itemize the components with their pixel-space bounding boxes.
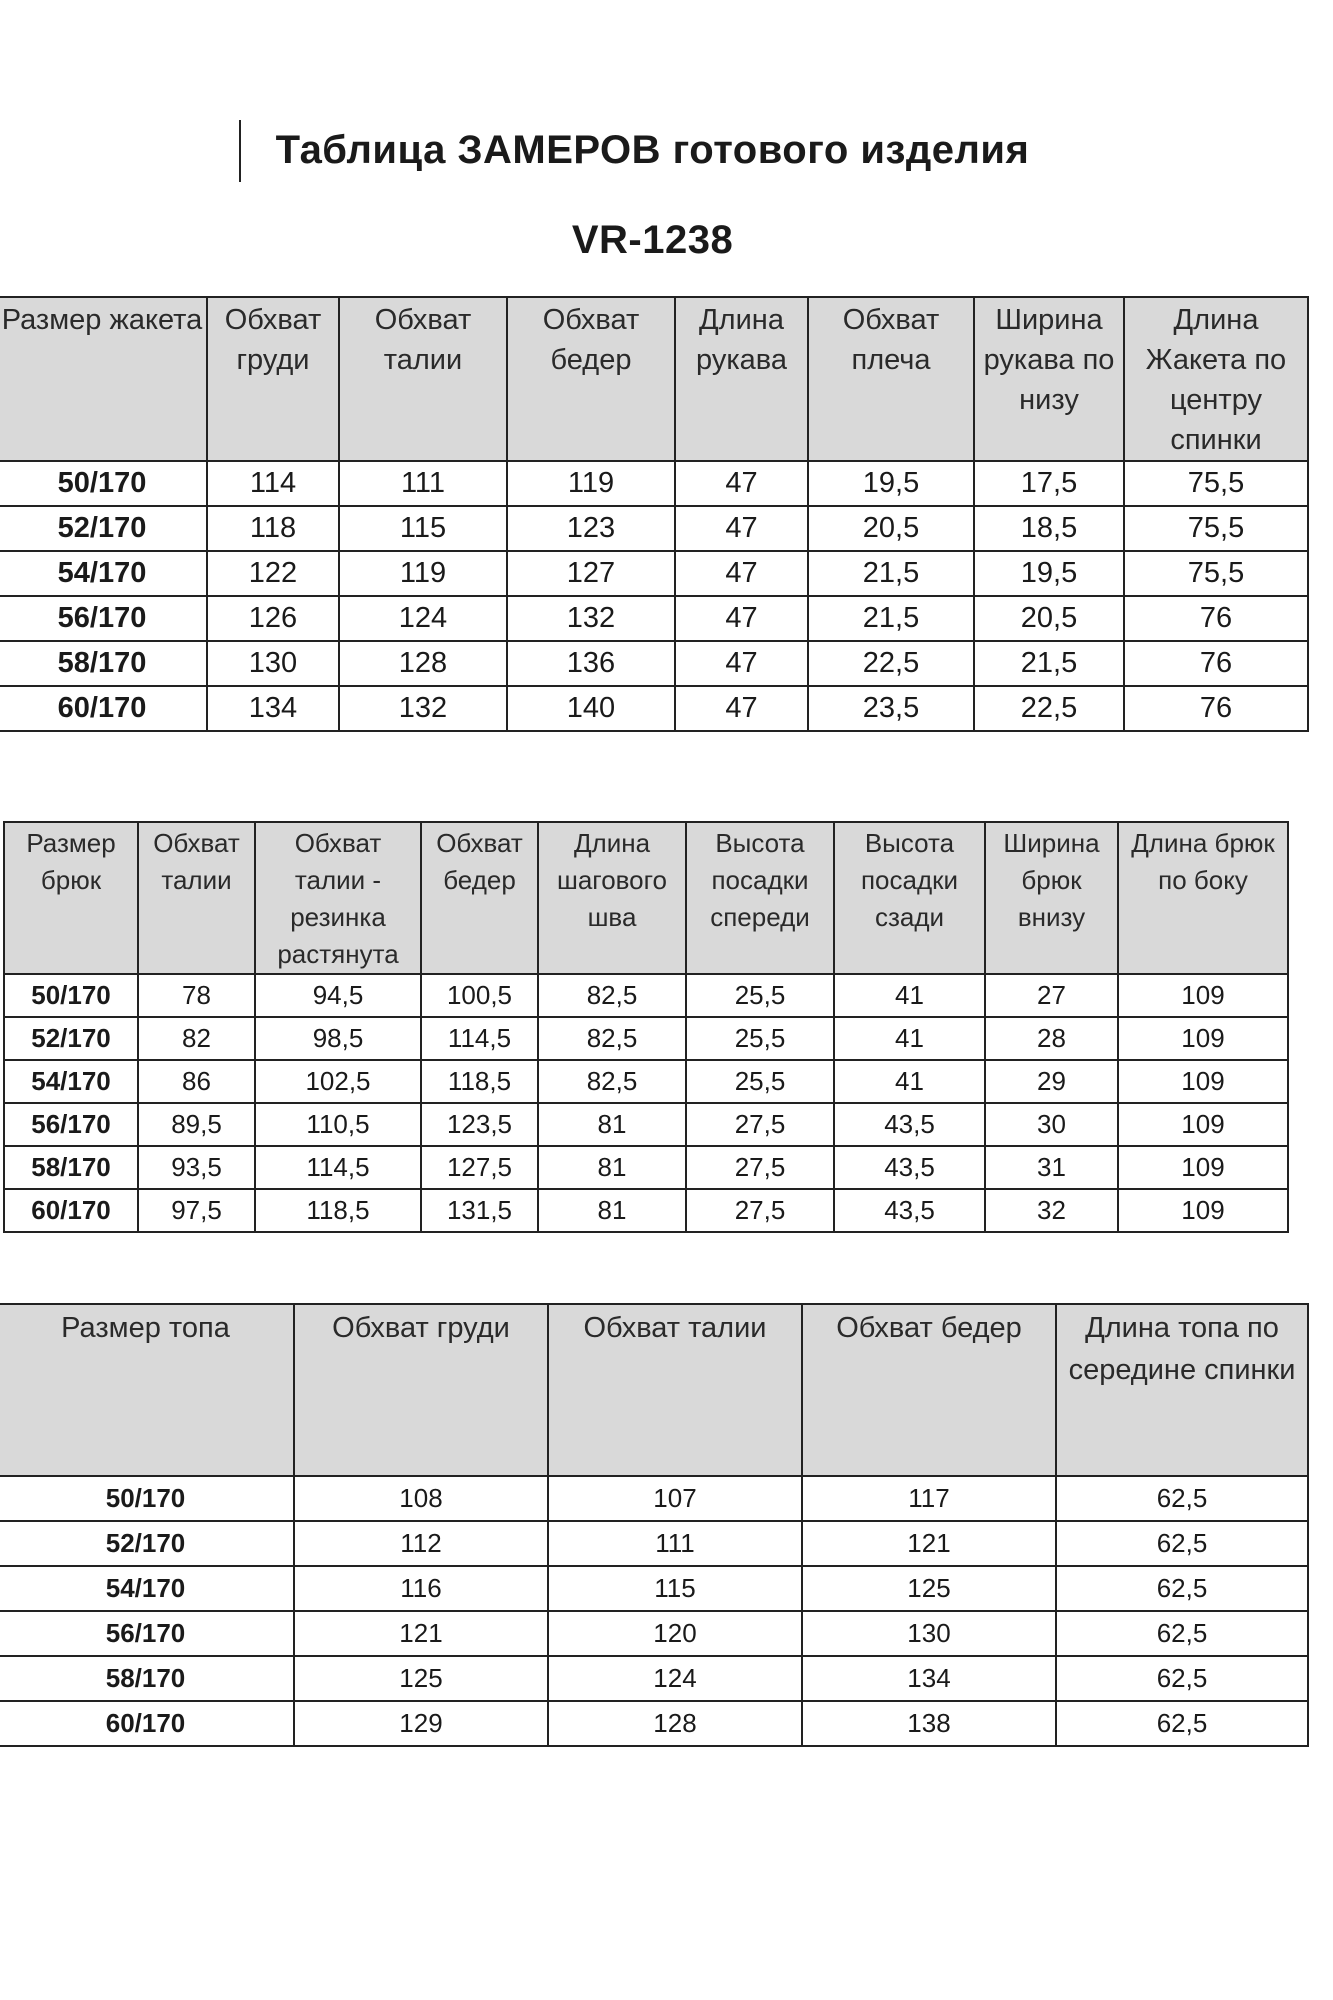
top-table-body (0, 1476, 1308, 1746)
trousers-value-cell: 131,5 (421, 1189, 538, 1232)
top-value-cell: 130 (802, 1611, 1056, 1656)
jacket-value-cell: 76 (1124, 596, 1308, 641)
trousers-value-cell: 27 (985, 974, 1118, 1017)
jacket-table-row (0, 461, 1308, 506)
trousers-value-cell: 109 (1118, 1017, 1288, 1060)
jacket-value-cell: 115 (339, 506, 507, 551)
top-value-cell: 62,5 (1056, 1521, 1308, 1566)
trousers-value-cell: 30 (985, 1103, 1118, 1146)
top-value-cell: 115 (548, 1566, 802, 1611)
trousers-header-cell: Высота посадки спереди (686, 822, 834, 974)
trousers-size-cell: 50/170 (4, 974, 138, 1017)
trousers-header-cell: Обхват бедер (421, 822, 538, 974)
jacket-value-cell: 20,5 (808, 506, 974, 551)
top-value-cell: 125 (294, 1656, 548, 1701)
top-value-cell: 62,5 (1056, 1566, 1308, 1611)
jacket-value-cell: 76 (1124, 686, 1308, 731)
trousers-value-cell: 43,5 (834, 1189, 985, 1232)
jacket-size-cell: 60/170 (0, 686, 207, 731)
jacket-value-cell: 114 (207, 461, 339, 506)
trousers-size-cell: 54/170 (4, 1060, 138, 1103)
jacket-value-cell: 136 (507, 641, 675, 686)
jacket-value-cell: 47 (675, 551, 808, 596)
trousers-table-row (4, 974, 1288, 1017)
jacket-value-cell: 22,5 (808, 641, 974, 686)
trousers-value-cell: 81 (538, 1103, 686, 1146)
jacket-table-row (0, 551, 1308, 596)
trousers-value-cell: 32 (985, 1189, 1118, 1232)
top-header-cell: Обхват талии (548, 1304, 802, 1476)
trousers-table-row (4, 1189, 1288, 1232)
trousers-size-cell: 58/170 (4, 1146, 138, 1189)
trousers-value-cell: 100,5 (421, 974, 538, 1017)
top-value-cell: 62,5 (1056, 1701, 1308, 1746)
trousers-header-row (4, 822, 1288, 974)
trousers-value-cell: 41 (834, 1017, 985, 1060)
trousers-value-cell: 29 (985, 1060, 1118, 1103)
jacket-header-cell: Обхват груди (207, 297, 339, 461)
trousers-value-cell: 93,5 (138, 1146, 255, 1189)
top-size-cell: 58/170 (0, 1656, 294, 1701)
top-size-cell: 60/170 (0, 1701, 294, 1746)
trousers-value-cell: 97,5 (138, 1189, 255, 1232)
top-size-table (0, 1303, 1309, 1747)
trousers-header-cell: Обхват талии - резинка растянута (255, 822, 421, 974)
trousers-value-cell: 27,5 (686, 1103, 834, 1146)
trousers-header-cell: Длина брюк по боку (1118, 822, 1288, 974)
trousers-header-cell: Размер брюк (4, 822, 138, 974)
jacket-value-cell: 23,5 (808, 686, 974, 731)
top-value-cell: 62,5 (1056, 1656, 1308, 1701)
trousers-value-cell: 109 (1118, 1146, 1288, 1189)
model-code: VR-1238 (571, 218, 734, 262)
trousers-value-cell: 41 (834, 1060, 985, 1103)
jacket-value-cell: 130 (207, 641, 339, 686)
trousers-table-row (4, 1146, 1288, 1189)
top-value-cell: 112 (294, 1521, 548, 1566)
jacket-size-cell: 58/170 (0, 641, 207, 686)
jacket-value-cell: 19,5 (974, 551, 1124, 596)
trousers-value-cell: 25,5 (686, 1060, 834, 1103)
trousers-value-cell: 89,5 (138, 1103, 255, 1146)
top-value-cell: 124 (548, 1656, 802, 1701)
jacket-value-cell: 22,5 (974, 686, 1124, 731)
top-table-row (0, 1521, 1308, 1566)
top-value-cell: 62,5 (1056, 1611, 1308, 1656)
trousers-table-body (4, 974, 1288, 1232)
jacket-value-cell: 20,5 (974, 596, 1124, 641)
jacket-value-cell: 126 (207, 596, 339, 641)
trousers-value-cell: 78 (138, 974, 255, 1017)
trousers-header-cell: Высота посадки сзади (834, 822, 985, 974)
top-size-cell: 52/170 (0, 1521, 294, 1566)
trousers-value-cell: 25,5 (686, 974, 834, 1017)
top-value-cell: 129 (294, 1701, 548, 1746)
jacket-value-cell: 134 (207, 686, 339, 731)
top-value-cell: 120 (548, 1611, 802, 1656)
trousers-value-cell: 102,5 (255, 1060, 421, 1103)
trousers-value-cell: 86 (138, 1060, 255, 1103)
jacket-value-cell: 122 (207, 551, 339, 596)
trousers-value-cell: 123,5 (421, 1103, 538, 1146)
trousers-value-cell: 43,5 (834, 1146, 985, 1189)
top-value-cell: 138 (802, 1701, 1056, 1746)
top-table-row (0, 1476, 1308, 1521)
jacket-size-cell: 56/170 (0, 596, 207, 641)
document-title: Таблица ЗАМЕРОВ готового изделия (275, 128, 1030, 172)
top-value-cell: 111 (548, 1521, 802, 1566)
jacket-value-cell: 47 (675, 686, 808, 731)
trousers-value-cell: 109 (1118, 1060, 1288, 1103)
jacket-table-row (0, 596, 1308, 641)
trousers-table-row (4, 1103, 1288, 1146)
trousers-value-cell: 27,5 (686, 1189, 834, 1232)
jacket-value-cell: 18,5 (974, 506, 1124, 551)
jacket-value-cell: 119 (507, 461, 675, 506)
jacket-value-cell: 140 (507, 686, 675, 731)
jacket-table-row (0, 506, 1308, 551)
top-value-cell: 107 (548, 1476, 802, 1521)
jacket-value-cell: 119 (339, 551, 507, 596)
jacket-header-cell: Обхват бедер (507, 297, 675, 461)
trousers-value-cell: 94,5 (255, 974, 421, 1017)
jacket-size-cell: 52/170 (0, 506, 207, 551)
trousers-size-cell: 60/170 (4, 1189, 138, 1232)
top-table-row (0, 1566, 1308, 1611)
jacket-value-cell: 111 (339, 461, 507, 506)
top-header-cell: Размер топа (0, 1304, 294, 1476)
trousers-value-cell: 82,5 (538, 974, 686, 1017)
trousers-header-cell: Длина шагового шва (538, 822, 686, 974)
jacket-value-cell: 76 (1124, 641, 1308, 686)
trousers-size-cell: 56/170 (4, 1103, 138, 1146)
top-value-cell: 125 (802, 1566, 1056, 1611)
trousers-value-cell: 114,5 (421, 1017, 538, 1060)
jacket-value-cell: 47 (675, 641, 808, 686)
top-table-row (0, 1701, 1308, 1746)
top-value-cell: 108 (294, 1476, 548, 1521)
trousers-value-cell: 25,5 (686, 1017, 834, 1060)
jacket-value-cell: 21,5 (808, 551, 974, 596)
trousers-value-cell: 98,5 (255, 1017, 421, 1060)
trousers-value-cell: 41 (834, 974, 985, 1017)
jacket-header-row (0, 297, 1308, 461)
trousers-value-cell: 81 (538, 1189, 686, 1232)
jacket-header-cell: Обхват плеча (808, 297, 974, 461)
top-size-cell: 54/170 (0, 1566, 294, 1611)
jacket-value-cell: 75,5 (1124, 461, 1308, 506)
jacket-value-cell: 21,5 (974, 641, 1124, 686)
trousers-size-table (3, 821, 1289, 1233)
top-value-cell: 134 (802, 1656, 1056, 1701)
trousers-size-cell: 52/170 (4, 1017, 138, 1060)
jacket-value-cell: 75,5 (1124, 551, 1308, 596)
trousers-value-cell: 109 (1118, 1189, 1288, 1232)
top-value-cell: 128 (548, 1701, 802, 1746)
trousers-header-cell: Ширина брюк внизу (985, 822, 1118, 974)
top-size-cell: 50/170 (0, 1476, 294, 1521)
jacket-table-row (0, 641, 1308, 686)
trousers-value-cell: 82,5 (538, 1017, 686, 1060)
trousers-value-cell: 127,5 (421, 1146, 538, 1189)
jacket-size-table (0, 296, 1309, 732)
trousers-value-cell: 118,5 (421, 1060, 538, 1103)
jacket-table-row (0, 686, 1308, 731)
jacket-value-cell: 19,5 (808, 461, 974, 506)
jacket-size-cell: 54/170 (0, 551, 207, 596)
trousers-value-cell: 31 (985, 1146, 1118, 1189)
jacket-value-cell: 47 (675, 596, 808, 641)
jacket-value-cell: 124 (339, 596, 507, 641)
trousers-value-cell: 43,5 (834, 1103, 985, 1146)
top-header-cell: Обхват бедер (802, 1304, 1056, 1476)
trousers-table-row (4, 1017, 1288, 1060)
jacket-value-cell: 128 (339, 641, 507, 686)
jacket-value-cell: 132 (339, 686, 507, 731)
trousers-value-cell: 82,5 (538, 1060, 686, 1103)
jacket-header-cell: Обхват талии (339, 297, 507, 461)
trousers-value-cell: 82 (138, 1017, 255, 1060)
jacket-value-cell: 47 (675, 461, 808, 506)
trousers-value-cell: 110,5 (255, 1103, 421, 1146)
trousers-value-cell: 81 (538, 1146, 686, 1189)
trousers-value-cell: 27,5 (686, 1146, 834, 1189)
top-header-cell: Обхват груди (294, 1304, 548, 1476)
trousers-value-cell: 118,5 (255, 1189, 421, 1232)
jacket-size-cell: 50/170 (0, 461, 207, 506)
top-value-cell: 62,5 (1056, 1476, 1308, 1521)
jacket-value-cell: 127 (507, 551, 675, 596)
top-table-row (0, 1611, 1308, 1656)
top-header-cell: Длина топа по середине спинки (1056, 1304, 1308, 1476)
trousers-table-row (4, 1060, 1288, 1103)
jacket-header-cell: Размер жакета (0, 297, 207, 461)
jacket-value-cell: 21,5 (808, 596, 974, 641)
jacket-value-cell: 47 (675, 506, 808, 551)
top-value-cell: 121 (294, 1611, 548, 1656)
top-value-cell: 121 (802, 1521, 1056, 1566)
top-table-row (0, 1656, 1308, 1701)
jacket-header-cell: Длина Жакета по центру спинки (1124, 297, 1308, 461)
trousers-value-cell: 114,5 (255, 1146, 421, 1189)
jacket-header-cell: Ширина рукава по низу (974, 297, 1124, 461)
jacket-table-body (0, 461, 1308, 731)
jacket-value-cell: 75,5 (1124, 506, 1308, 551)
top-value-cell: 117 (802, 1476, 1056, 1521)
top-header-row (0, 1304, 1308, 1476)
jacket-value-cell: 118 (207, 506, 339, 551)
jacket-value-cell: 132 (507, 596, 675, 641)
trousers-value-cell: 28 (985, 1017, 1118, 1060)
trousers-value-cell: 109 (1118, 1103, 1288, 1146)
jacket-value-cell: 123 (507, 506, 675, 551)
top-value-cell: 116 (294, 1566, 548, 1611)
trousers-value-cell: 109 (1118, 974, 1288, 1017)
jacket-header-cell: Длина рукава (675, 297, 808, 461)
trousers-header-cell: Обхват талии (138, 822, 255, 974)
jacket-value-cell: 17,5 (974, 461, 1124, 506)
top-size-cell: 56/170 (0, 1611, 294, 1656)
